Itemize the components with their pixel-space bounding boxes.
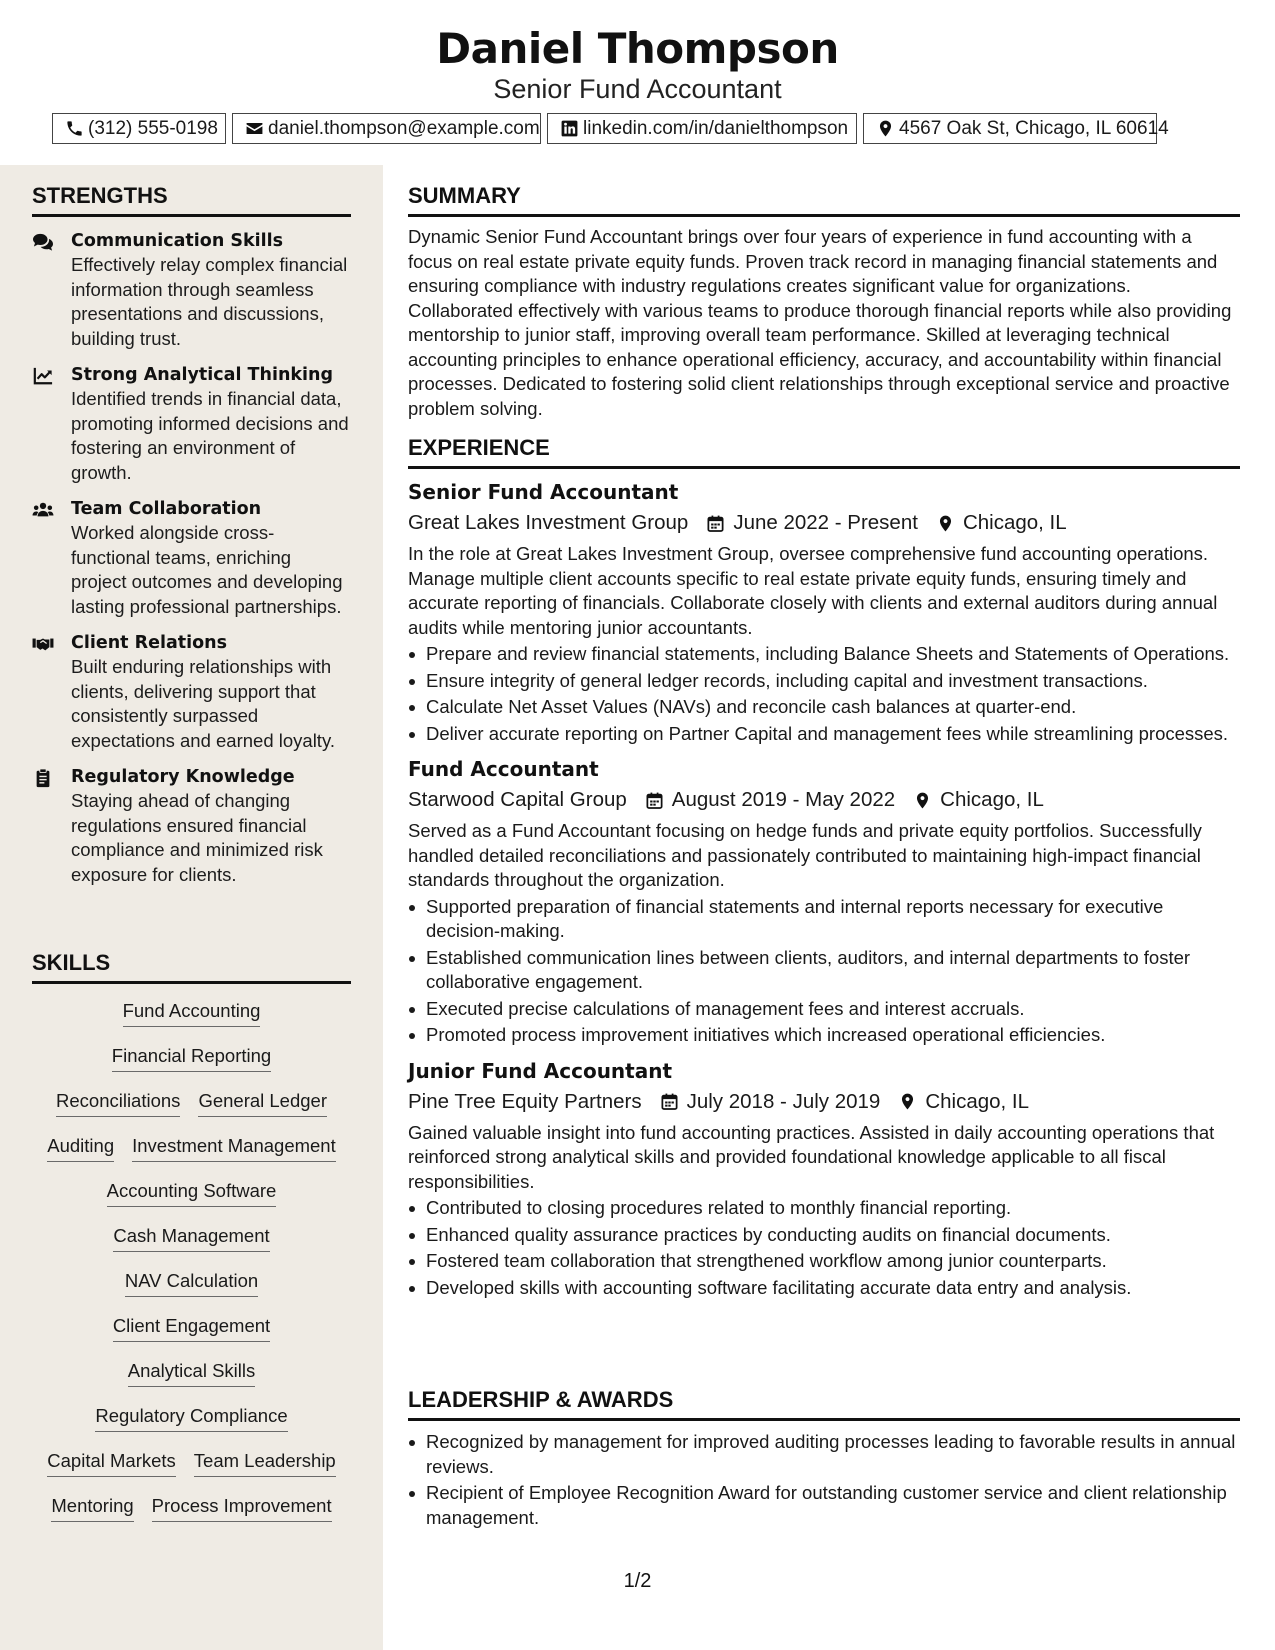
job-bullet: Calculate Net Asset Values (NAVs) and reconcile cash balances at quarter-end. (408, 695, 1240, 720)
skill-chip: Process Improvement (152, 1493, 332, 1522)
skill-chip: Reconciliations (56, 1088, 180, 1117)
job-location: Chicago, IL (962, 511, 1067, 534)
location-pin-icon (898, 1092, 917, 1111)
skill-chip: Accounting Software (107, 1178, 277, 1207)
strength-title: Client Relations (71, 633, 228, 653)
address-contact (863, 113, 1169, 144)
skill-chip: Mentoring (51, 1493, 133, 1522)
skill-row (32, 1448, 351, 1493)
award-item: Recipient of Employee Recognition Award for outstanding customer service and client relationship management. (408, 1481, 1240, 1530)
resume-header (0, 0, 1275, 165)
email-contact[interactable] (232, 113, 541, 144)
skill-chip: Auditing (47, 1133, 114, 1162)
strength-text: Identified trends in financial data, promoting informed decisions and fostering an environment of growth. (71, 388, 349, 483)
strengths-heading: STRENGTHS (32, 183, 351, 217)
job-bullet: Established communication lines between clients, auditors, and internal departments to foster collaborative engagement. (408, 946, 1240, 995)
job-dates: July 2018 - July 2019 (686, 1089, 881, 1113)
job-bullet: Supported preparation of financial statements and internal reports necessary for executive decision-making. (408, 895, 1240, 944)
strength-item (32, 631, 351, 753)
experience-heading: EXPERIENCE (408, 435, 1240, 469)
phone-contact[interactable] (52, 113, 226, 144)
candidate-title: Senior Fund Accountant (493, 74, 782, 104)
job-title: Junior Fund Accountant (408, 1058, 673, 1083)
job-bullet: Enhanced quality assurance practices by conducting audits on financial documents. (408, 1223, 1240, 1248)
job-company: Pine Tree Equity Partners (408, 1089, 642, 1113)
skills-heading: SKILLS (32, 950, 351, 984)
awards-heading: LEADERSHIP & AWARDS (408, 1387, 1240, 1421)
linkedin-icon (560, 119, 579, 138)
job-description: Served as a Fund Accountant focusing on hedge funds and private equity portfolios. Successfully handled detailed reconciliations and passionately contributed to maintaining high-impact financial standards throughout the organization. (408, 820, 1202, 890)
skill-chip: Client Engagement (113, 1313, 270, 1342)
skill-chip: Fund Accounting (123, 998, 261, 1027)
strength-text: Worked alongside cross-functional teams, enriching project outcomes and developing lasting professional partnerships. (71, 522, 343, 617)
comments-icon (32, 232, 54, 252)
job-bullet: Contributed to closing procedures related to monthly financial reporting. (408, 1196, 1240, 1221)
location-pin-icon (913, 791, 932, 810)
calendar-icon (706, 514, 725, 533)
clipboard-icon (32, 768, 54, 788)
strength-item (32, 229, 351, 351)
skill-chip: Capital Markets (47, 1448, 176, 1477)
users-icon (32, 500, 54, 520)
job-entry (408, 479, 1240, 746)
phone-icon (65, 119, 84, 138)
linkedin-contact[interactable] (547, 113, 857, 144)
main-content (383, 165, 1275, 1650)
location-pin-icon (936, 514, 955, 533)
strength-text: Built enduring relationships with clients, delivering support that consistently surpassed expectations and earned loyalty. (71, 656, 335, 751)
skill-chip: Regulatory Compliance (95, 1403, 287, 1432)
job-meta (408, 1087, 1240, 1117)
job-title: Fund Accountant (408, 757, 599, 781)
strength-title: Team Collaboration (71, 499, 262, 519)
skill-row (32, 1178, 351, 1223)
job-location: Chicago, IL (925, 1089, 1030, 1113)
chart-line-icon (32, 366, 54, 386)
job-dates: June 2022 - Present (733, 511, 918, 534)
awards-section (408, 1387, 1240, 1532)
job-bullet: Developed skills with accounting software facilitating accurate data entry and analysis. (408, 1276, 1240, 1301)
email-text: daniel.thompson@example.com (268, 117, 540, 139)
job-bullet: Executed precise calculations of management fees and interest accruals. (408, 997, 1240, 1022)
job-dates: August 2019 - May 2022 (671, 788, 896, 811)
job-meta (408, 785, 1240, 815)
skills-list (32, 998, 351, 1538)
page-number: 1/2 (623, 1570, 652, 1592)
skill-chip: Cash Management (113, 1223, 269, 1252)
skill-row (32, 1223, 351, 1268)
skill-row (32, 1493, 351, 1538)
strength-item (32, 363, 351, 485)
job-entry (408, 756, 1240, 1048)
job-bullets (408, 1196, 1240, 1300)
job-description: In the role at Great Lakes Investment Group, oversee comprehensive fund accounting operations. Manage multiple client accounts specific to real estate private equity funds, ensuring timely and accurate reporting of financials. Collaborate closely with clients and external auditors during annual audits while mentoring junior accountants. (408, 543, 1218, 638)
skill-chip: Analytical Skills (128, 1358, 256, 1387)
skill-row (32, 1403, 351, 1448)
skill-row (32, 1043, 351, 1088)
skill-row (32, 1133, 351, 1178)
job-bullet: Prepare and review financial statements, including Balance Sheets and Statements of Operations. (408, 642, 1240, 667)
skill-row (32, 1088, 351, 1133)
strength-title: Regulatory Knowledge (71, 767, 295, 787)
job-title: Senior Fund Accountant (408, 480, 679, 504)
skill-row (32, 1313, 351, 1358)
sidebar (0, 165, 383, 1650)
job-bullet: Deliver accurate reporting on Partner Capital and management fees while streamlining processes. (408, 722, 1240, 747)
job-location: Chicago, IL (940, 788, 1044, 811)
skill-row (32, 998, 351, 1043)
skills-section (32, 950, 351, 1538)
envelope-icon (245, 119, 264, 138)
skill-chip: Financial Reporting (112, 1043, 271, 1072)
strength-item (32, 765, 351, 887)
strength-title: Strong Analytical Thinking (71, 365, 334, 385)
job-company: Great Lakes Investment Group (408, 511, 689, 534)
calendar-icon (660, 1092, 679, 1111)
skill-row (32, 1268, 351, 1313)
handshake-icon (32, 634, 54, 654)
strength-title: Communication Skills (71, 231, 284, 251)
experience-section (408, 435, 1240, 1302)
job-bullet: Promoted process improvement initiatives which increased operational efficiencies. (408, 1023, 1240, 1048)
summary-heading: SUMMARY (408, 183, 1240, 217)
candidate-name: Daniel Thompson (436, 24, 839, 73)
job-entry (408, 1058, 1240, 1301)
job-meta (408, 508, 1240, 538)
strengths-section (32, 183, 351, 887)
strength-text: Effectively relay complex financial information through seamless presentations and discussions, building trust. (71, 254, 348, 349)
strength-item (32, 497, 351, 619)
summary-section (408, 183, 1240, 421)
skill-chip: Investment Management (132, 1133, 336, 1162)
skill-row (32, 1358, 351, 1403)
award-item: Recognized by management for improved auditing processes leading to favorable results in annual reviews. (408, 1430, 1240, 1479)
summary-text: Dynamic Senior Fund Accountant brings over four years of experience in fund accounting with a focus on real estate private equity funds. Proven track record in managing financial statements and ensuring compliance with industry regulations creates significant value for organizations. Collaborated effectively with various teams to produce thorough financial reports while also providing mentorship to junior staff, improving overall team performance. Skilled at leveraging technical accounting principles to enhance operational efficiency, accuracy, and accountability within financial processes. Dedicated to fostering solid client relationships through exceptional service and proactive problem solving. (408, 226, 1232, 419)
awards-list (408, 1430, 1240, 1530)
location-pin-icon (876, 119, 895, 138)
skill-chip: Team Leadership (194, 1448, 336, 1477)
address-text: 4567 Oak St, Chicago, IL 60614 (899, 117, 1169, 139)
job-bullets (408, 642, 1240, 746)
job-bullets (408, 895, 1240, 1048)
skill-chip: NAV Calculation (125, 1268, 258, 1297)
job-description: Gained valuable insight into fund accounting practices. Assisted in daily accounting operations that reinforced strong analytical skills and provided foundational knowledge applicable to all fiscal responsibilities. (408, 1121, 1215, 1192)
job-bullet: Ensure integrity of general ledger records, including capital and investment transactions. (408, 669, 1240, 694)
job-company: Starwood Capital Group (408, 788, 627, 811)
calendar-icon (645, 791, 664, 810)
strength-text: Staying ahead of changing regulations ensured financial compliance and minimized risk exposure for clients. (71, 790, 323, 885)
skill-chip: General Ledger (198, 1088, 327, 1117)
linkedin-text: linkedin.com/in/danielthompson (583, 117, 849, 139)
job-bullet: Fostered team collaboration that strengthened workflow among junior counterparts. (408, 1249, 1240, 1274)
phone-text: (312) 555-0198 (88, 117, 218, 139)
